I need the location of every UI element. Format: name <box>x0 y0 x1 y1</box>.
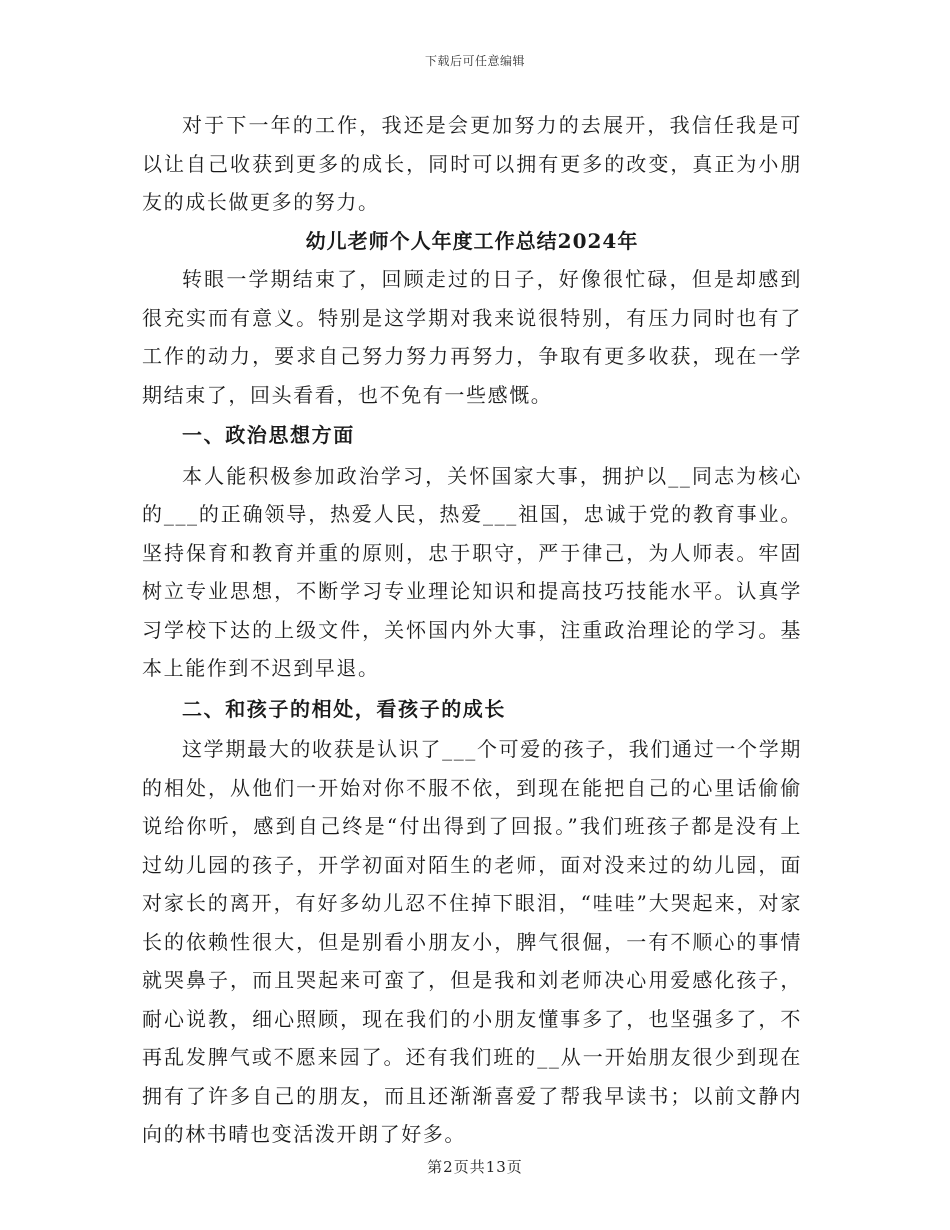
header-note: 下载后可任意编辑 <box>424 54 525 68</box>
section-heading-politics: 一、政治思想方面 <box>182 423 355 447</box>
document-body <box>142 106 802 1154</box>
document-title: 幼儿老师个人年度工作总结2024年 <box>305 228 639 253</box>
intro-paragraph: 对于下一年的工作，我还是会更加努力的去展开，我信任我是可以让自己收获到更多的成长，同时可以拥有更多的改变，真正为小朋友的成长做更多的努力。 <box>142 113 802 214</box>
section-paragraph-politics: 本人能积极参加政治学习，关怀国家大事，拥护以__同志为核心的___的正确领导，热爱人民，热爱___祖国，忠诚于党的教育事业。坚持保育和教育并重的原则，忠于职守，严于律己，为人师表。牢固树立专业思想，不断学习专业理论知识和提高技巧技能水平。认真学习学校下达的上级文件，关怀国内外大事，注重政治理论的学习。基本上能作到不迟到早退。 <box>142 463 802 680</box>
page-indicator: 第2页共13页 <box>427 1158 523 1176</box>
opening-paragraph: 转眼一学期结束了，回顾走过的日子，好像很忙碌，但是却感到很充实而有意义。特别是这学期对我来说很特别，有压力同时也有了工作的动力，要求自己努力努力再努力，争取有更多收获，现在一学期结束了，回头看看，也不免有一些感慨。 <box>142 267 802 407</box>
section-heading-children: 二、和孩子的相处，看孩子的成长 <box>182 696 506 721</box>
section-paragraph-children: 这学期最大的收获是认识了___个可爱的孩子，我们通过一个学期的相处，从他们一开始对你不服不依，到现在能把自己的心里话偷偷说给你听，感到自己终是“付出得到了回报。”我们班孩子都是没有上过幼儿园的孩子，开学初面对陌生的老师，面对没来过的幼儿园，面对家长的离开，有好多幼儿忍不住掉下眼泪，“哇哇”大哭起来，对家长的依赖性很大，但是别看小朋友小，脾气很倔，一有不顺心的事情就哭鼻子，而且哭起来可蛮了，但是我和刘老师决心用爱感化孩子，耐心说教，细心照顾，现在我们的小朋友懂事多了，也坚强多了，不再乱发脾气或不愿来园了。还有我们班的__从一开始朋友很少到现在拥有了许多自己的朋友，而且还渐渐喜爱了帮我早读书；以前文静内向的林书晴也变活泼开朗了好多。 <box>142 737 802 1146</box>
